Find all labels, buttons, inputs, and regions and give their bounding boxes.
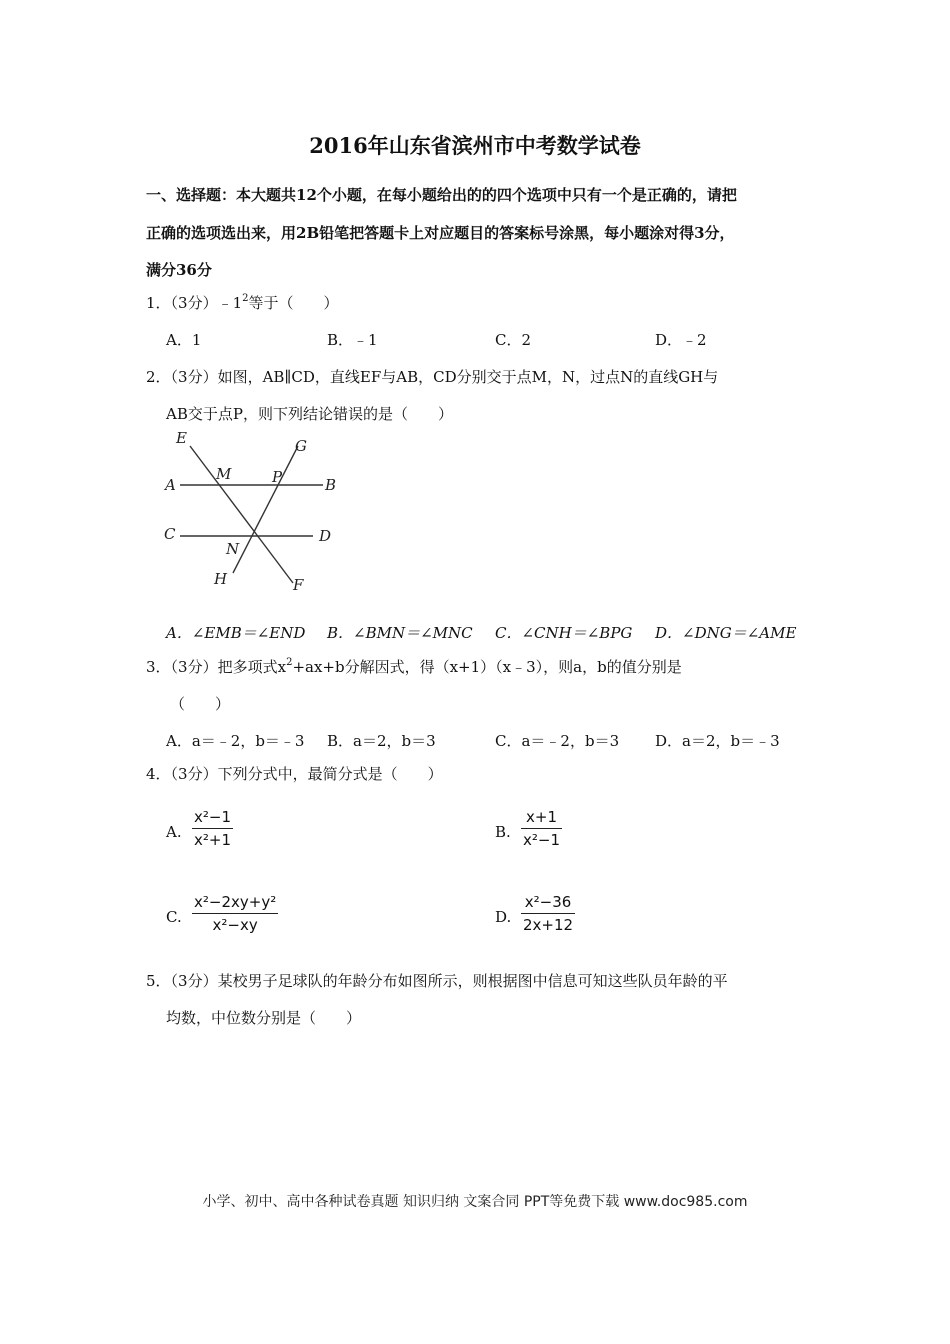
label-p: P [272,468,283,486]
page-footer: 小学、初中、高中各种试卷真题 知识归纳 文案合同 PPT等免费下载 www.doc985.com [202,1194,748,1210]
q2-option-b: B．∠BMN＝∠MNC [327,624,473,642]
label-m: M [216,465,232,483]
q4-d-denominator: 2x+12 [523,916,574,934]
q3-option-a: A．a＝﹣2，b＝﹣3 [166,732,305,750]
q1-option-d: D．﹣2 [655,331,707,349]
q4-b-numerator: x+1 [521,808,562,829]
line-ef [190,446,293,583]
q4-fraction-d [521,893,575,934]
q4-label-b: B. [495,823,511,841]
label-c: C [164,525,176,543]
q4-label-c: C. [166,908,182,926]
q4-c-denominator: x²−xy [212,916,258,934]
section-heading-line3: 满分36分 [146,261,212,279]
label-f: F [293,576,304,594]
page-title: 2016年山东省滨州市中考数学试卷 [309,133,641,158]
q3-option-c: C．a＝﹣2，b＝3 [495,732,620,750]
question-4-stem: 4．（3分）下列分式中，最简分式是（ ） [146,765,443,783]
q4-c-numerator: x²−2xy+y² [192,893,278,914]
q3-exponent: 2 [286,657,293,668]
question-2-line1: 2．（3分）如图，AB∥CD，直线EF与AB，CD分别交于点M，N，过点N的直线GH与 [146,368,719,386]
section-heading-line1: 一、选择题：本大题共12个小题，在每小题给出的的四个选项中只有一个是正确的，请把 [146,186,737,204]
q1-suffix: 等于（ ） [248,294,339,312]
question-5-line1: 5．（3分）某校男子足球队的年龄分布如图所示，则根据图中信息可知这些队员年龄的平 [146,972,728,990]
question-3-line2: （ ） [170,695,231,713]
q4-fraction-a [192,808,233,849]
label-b: B [325,476,337,494]
section-heading-line2: 正确的选项选出来，用2B铅笔把答题卡上对应题目的答案标号涂黑，每小题涂对得3分， [146,224,735,242]
question-1-stem [146,292,339,313]
q3-option-d: D．a＝2，b＝﹣3 [655,732,780,750]
label-d: D [319,527,332,545]
q1-exponent: 2 [242,293,249,304]
q4-b-denominator: x²−1 [523,831,561,849]
question-5-line2: 均数，中位数分别是（ ） [166,1009,362,1027]
q4-label-d: D. [495,908,512,926]
q2-option-a: A．∠EMB＝∠END [166,624,306,642]
label-h: H [214,570,228,588]
q3-option-b: B．a＝2，b＝3 [327,732,436,750]
q3-text-b: +ax+b分解因式，得（x+1）（x﹣3），则a，b的值分别是 [292,658,682,676]
question-2-line2: AB交于点P，则下列结论错误的是（ ） [166,405,453,423]
label-n: N [226,540,240,558]
label-a: A [165,476,176,494]
q4-a-denominator: x²+1 [194,831,232,849]
q3-text-a: 3．（3分）把多项式x [146,658,287,676]
label-g: G [295,437,307,455]
q4-fraction-c [192,893,278,934]
q1-option-b: B．﹣1 [327,331,378,349]
q4-label-a: A. [166,823,182,841]
q1-prefix: 1．（3分）﹣1 [146,294,243,312]
q2-option-d: D．∠DNG＝∠AME [655,624,797,642]
line-gh [233,446,298,573]
parallel-lines-figure [158,428,348,598]
q4-fraction-b [521,808,562,849]
label-e: E [176,429,187,447]
q1-option-c: C．2 [495,331,532,349]
question-3-line1 [146,656,682,677]
q4-d-numerator: x²−36 [521,893,575,914]
q4-a-numerator: x²−1 [192,808,233,829]
q2-option-c: C．∠CNH＝∠BPG [495,624,633,642]
q1-option-a: A．1 [166,331,202,349]
